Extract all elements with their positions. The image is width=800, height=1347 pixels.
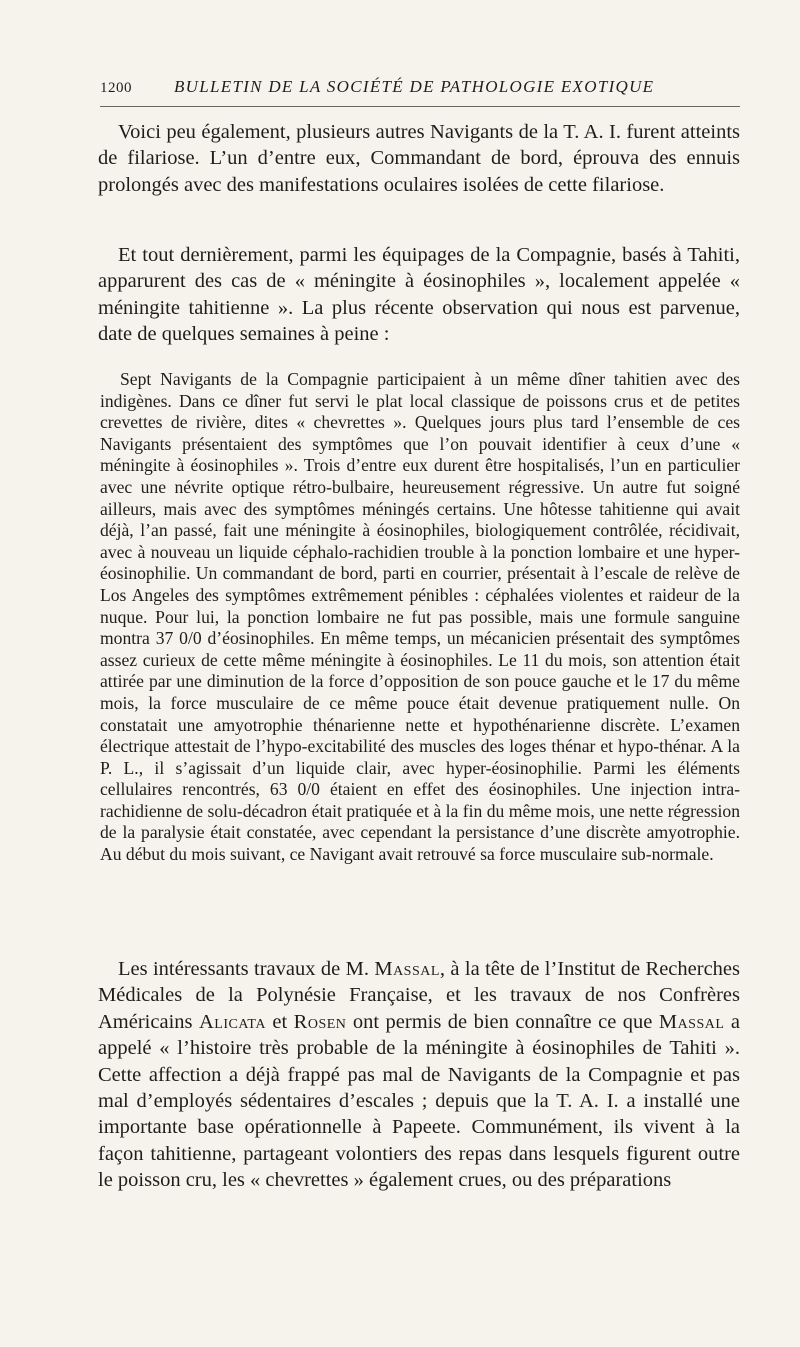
page-number: 1200 bbox=[100, 80, 132, 96]
case-report-quote: Sept Navigants de la Compagnie participaient à un même dîner tahitien avec des indigènes. Dans ce dîner fut servi le plat local classique de poissons crus et de petites crevettes de rivière, dites « chevrettes ». Quelques jours plus tard l’ensemble de ces Navigants présentaient des symptômes que l’on pouvait identifier à ceux d’une « méningite à éosinophiles ». Trois d’entre eux durent être hospitalisés, l’un en particulier avec une névrite optique rétro-bulbaire, heureusement régressive. Un autre fut soigné ailleurs, mais avec des symptômes méningés certains. Une hôtesse tahitienne qui avait déjà, l’an passé, fait une méningite à éosinophiles, biologiquement contrôlée, récidivait, avec à nouveau un liquide céphalo-rachidien trouble à la ponction lombaire et une hyper-éosinophilie. Un commandant de bord, parti en courrier, présentait à l’escale de relève de Los Angeles des symptômes extrêmement pénibles : céphalées violentes et raideur de la nuque. Pour lui, la ponction lombaire ne fut pas possible, mais une formule sanguine montra 37 0/0 d’éosinophiles. En même temps, un mécanicien présentait des symptômes assez curieux de cette même méningite à éosinophiles. Le 11 du mois, son attention était attirée par une diminution de la force d’opposition de son pouce gauche et le 17 du même mois, la force musculaire de ce même pouce était devenue pratiquement nulle. On constatait une amyotrophie thénarienne nette et hypothénarienne discrète. L’examen électrique attestait de l’hypo-excitabilité des muscles des loges thénar et hypo-thénar. A la P. L., il s’agissait d’un liquide clair, avec hyper-éosinophilie. Parmi les éléments cellulaires rencontrés, 63 0/0 étaient en effet des éosinophiles. Une injection intra-rachidienne de solu-décadron était pratiquée et à la fin du même mois, une nette régression de la paralysie était constatée, avec cependant la persistance d’une discrète amyotrophie. Au début du mois suivant, ce Navigant avait retrouvé sa force musculaire sub-normale. bbox=[100, 369, 740, 865]
text-run: et bbox=[272, 1010, 288, 1033]
author-name-massal: Massal bbox=[374, 958, 440, 980]
journal-title: BULLETIN DE LA SOCIÉTÉ DE PATHOLOGIE EXOTIQUE bbox=[174, 77, 655, 96]
text-run: , à la tête de l’Institut de Recherches Médicales de la Polynésie Française, et les travaux de nos Confrères Américains bbox=[98, 958, 740, 1033]
text-run: ont permis de bien connaître ce que bbox=[352, 1010, 653, 1033]
author-name-massal: Massal bbox=[658, 1010, 725, 1033]
header-rule bbox=[100, 106, 740, 107]
paragraph-massal-research bbox=[98, 956, 740, 1194]
text-run: a appelé « l’histoire très probable de la méningite à éosinophiles de Tahiti ». Cette affection a déjà frappé pas mal de Navigants de la Compagnie et pas mal d’employés sédentaires d’escales ; depuis que la T. A. I. a installé une importante base opérationnelle à Papeete. Communément, ils vivent à la façon tahitienne, partageant volontiers des repas dans lesquels figurent outre le poisson cru, les « chevrettes » également crues, ou des préparations bbox=[98, 1010, 740, 1192]
author-name-alicata: Alicata bbox=[198, 1010, 266, 1033]
text-run: Les intéressants travaux de M. bbox=[118, 958, 369, 980]
running-head bbox=[100, 74, 740, 104]
paragraph-meningite-intro: Et tout dernièrement, parmi les équipages de la Compagnie, basés à Tahiti, apparurent des cas de « méningite à éosinophiles », localement appelée « méningite tahitienne ». La plus récente observation qui nous est parvenue, date de quelques semaines à peine : bbox=[98, 244, 740, 346]
author-name-rosen: Rosen bbox=[293, 1010, 347, 1033]
paragraph-filariose: Voici peu également, plusieurs autres Navigants de la T. A. I. furent atteints de filariose. L’un d’entre eux, Commandant de bord, éprouva des ennuis prolongés avec des manifestations oculaires isolées de cette filariose. bbox=[98, 121, 740, 196]
